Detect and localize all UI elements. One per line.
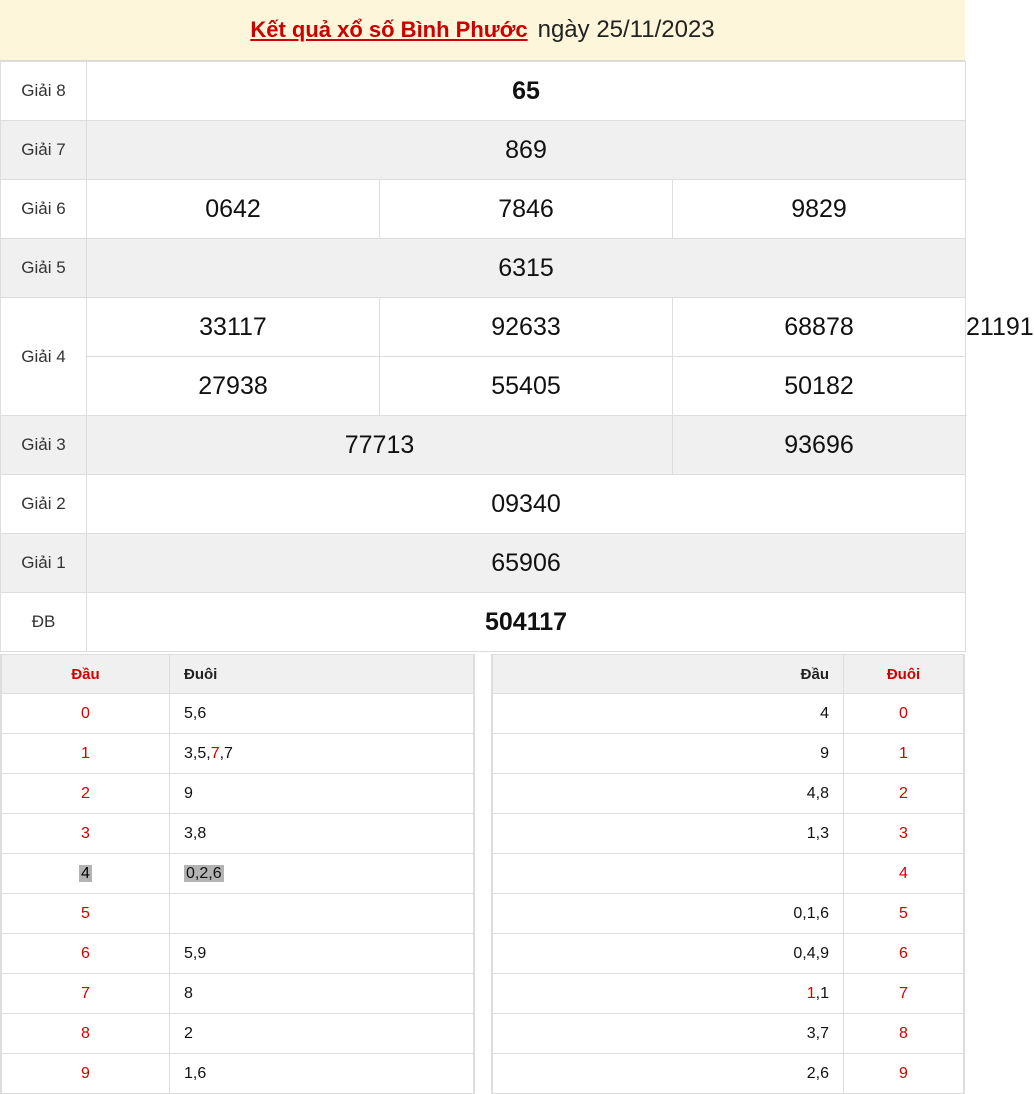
prize-label-g6: Giải 6 <box>1 180 87 239</box>
result-row-g4-b <box>1 357 966 416</box>
duoi-values-5 <box>170 894 474 934</box>
prize-label-g4: Giải 4 <box>1 298 87 416</box>
result-row-g7 <box>1 121 966 180</box>
duoi-values-3: 3,8 <box>170 814 474 854</box>
page-title-link[interactable]: Kết quả xổ số Bình Phước <box>250 17 528 42</box>
prize-number-g4-7: 50182 <box>673 357 966 416</box>
prize-number-db-1: 504117 <box>87 593 966 652</box>
prize-number-g3-2: 93696 <box>673 416 966 475</box>
dau-values-3: 1,3 <box>492 814 844 854</box>
column-header-dau-left: Đầu <box>2 655 170 694</box>
prize-label-g5: Giải 5 <box>1 239 87 298</box>
prize-number-g3-1: 77713 <box>87 416 673 475</box>
duoi-key-5: 5 <box>844 894 964 934</box>
dau-values-7: 1,1 <box>492 974 844 1014</box>
table-row <box>492 734 964 774</box>
duoi-key-2: 2 <box>844 774 964 814</box>
table-row <box>492 774 964 814</box>
table-row <box>2 814 474 854</box>
duoi-values-4-text: 0,2,6 <box>186 864 222 882</box>
prize-number-g8-1: 65 <box>87 62 966 121</box>
prize-number-g4-2: 92633 <box>380 298 673 357</box>
prize-label-g1: Giải 1 <box>1 534 87 593</box>
prize-label-g8: Giải 8 <box>1 62 87 121</box>
page-header <box>0 0 965 61</box>
dau-values-9: 2,6 <box>492 1054 844 1094</box>
table-row <box>2 894 474 934</box>
result-row-g8 <box>1 62 966 121</box>
result-row-db <box>1 593 966 652</box>
dau-duoi-section <box>0 652 965 1094</box>
result-row-g5 <box>1 239 966 298</box>
table-header-row <box>492 655 964 694</box>
duoi-values-8: 2 <box>170 1014 474 1054</box>
table-row <box>492 934 964 974</box>
page-title-date: ngày 25/11/2023 <box>537 16 715 43</box>
dau-key-6: 6 <box>2 934 170 974</box>
duoi-highlight-7: 7 <box>210 744 220 762</box>
column-header-duoi-left: Đuôi <box>170 655 474 694</box>
dau-key-0: 0 <box>2 694 170 734</box>
dau-values-1: 9 <box>492 734 844 774</box>
duoi-key-0: 0 <box>844 694 964 734</box>
prize-number-g4-1: 33117 <box>87 298 380 357</box>
prize-number-g6-2: 7846 <box>380 180 673 239</box>
prize-number-g1-1: 65906 <box>87 534 966 593</box>
dau-duoi-left-panel <box>0 654 475 1094</box>
dau-values-8: 3,7 <box>492 1014 844 1054</box>
duoi-key-3: 3 <box>844 814 964 854</box>
prize-label-db: ĐB <box>1 593 87 652</box>
duoi-values-1: 3,5,7,7 <box>170 734 474 774</box>
table-row <box>2 934 474 974</box>
prize-number-g4-5: 27938 <box>87 357 380 416</box>
prize-number-g5-1: 6315 <box>87 239 966 298</box>
dau-key-9: 9 <box>2 1054 170 1094</box>
lottery-results-table <box>0 61 1034 652</box>
result-row-g6 <box>1 180 966 239</box>
duoi-values-0: 5,6 <box>170 694 474 734</box>
dau-key-7: 7 <box>2 974 170 1014</box>
duoi-values-6: 5,9 <box>170 934 474 974</box>
table-row <box>492 894 964 934</box>
duoi-values-9: 1,6 <box>170 1054 474 1094</box>
dau-key-1: 1 <box>2 734 170 774</box>
prize-label-g3: Giải 3 <box>1 416 87 475</box>
result-row-g2 <box>1 475 966 534</box>
result-row-g4-a: Giải 4 33117 92633 68878 21191 <box>1 298 966 357</box>
dau-key-3: 3 <box>2 814 170 854</box>
dau-values-0: 4 <box>492 694 844 734</box>
prize-number-g6-1: 0642 <box>87 180 380 239</box>
table-header-row <box>2 655 474 694</box>
table-row <box>2 1054 474 1094</box>
table-row <box>492 1054 964 1094</box>
dau-duoi-right-panel <box>491 654 966 1094</box>
result-row-g3 <box>1 416 966 475</box>
dau-duoi-right-table <box>492 655 965 1094</box>
duoi-key-8: 8 <box>844 1014 964 1054</box>
dau-values-2: 4,8 <box>492 774 844 814</box>
table-row <box>2 694 474 734</box>
table-row <box>2 974 474 1014</box>
table-row <box>492 814 964 854</box>
duoi-key-9: 9 <box>844 1054 964 1094</box>
dau-key-5: 5 <box>2 894 170 934</box>
duoi-key-4: 4 <box>844 854 964 894</box>
column-header-dau-right: Đầu <box>492 655 844 694</box>
column-header-duoi-right: Đuôi <box>844 655 964 694</box>
dau-key-8: 8 <box>2 1014 170 1054</box>
dau-values-4 <box>492 854 844 894</box>
prize-number-g4-6: 55405 <box>380 357 673 416</box>
dau-key-4 <box>2 854 170 894</box>
prize-number-g2-1: 09340 <box>87 475 966 534</box>
table-row <box>2 734 474 774</box>
duoi-key-6: 6 <box>844 934 964 974</box>
dau-key-2: 2 <box>2 774 170 814</box>
dau-duoi-left-table <box>1 655 474 1094</box>
table-row <box>492 1014 964 1054</box>
dau-values-6: 0,4,9 <box>492 934 844 974</box>
prize-label-g2: Giải 2 <box>1 475 87 534</box>
prize-number-g4-3: 68878 <box>673 298 966 357</box>
dau-values-5: 0,1,6 <box>492 894 844 934</box>
prize-number-g6-3: 9829 <box>673 180 966 239</box>
prize-label-g7: Giải 7 <box>1 121 87 180</box>
table-row <box>2 854 474 894</box>
table-row <box>492 854 964 894</box>
result-row-g1 <box>1 534 966 593</box>
duoi-values-2: 9 <box>170 774 474 814</box>
duoi-key-1: 1 <box>844 734 964 774</box>
table-row <box>492 974 964 1014</box>
duoi-values-7: 8 <box>170 974 474 1014</box>
table-row <box>2 774 474 814</box>
dau-key-4-text: 4 <box>81 864 90 882</box>
duoi-values-4 <box>170 854 474 894</box>
dau-highlight-1: 1 <box>806 984 816 1002</box>
prize-number-g7-1: 869 <box>87 121 966 180</box>
duoi-key-7: 7 <box>844 974 964 1014</box>
table-row <box>492 694 964 734</box>
table-row <box>2 1014 474 1054</box>
